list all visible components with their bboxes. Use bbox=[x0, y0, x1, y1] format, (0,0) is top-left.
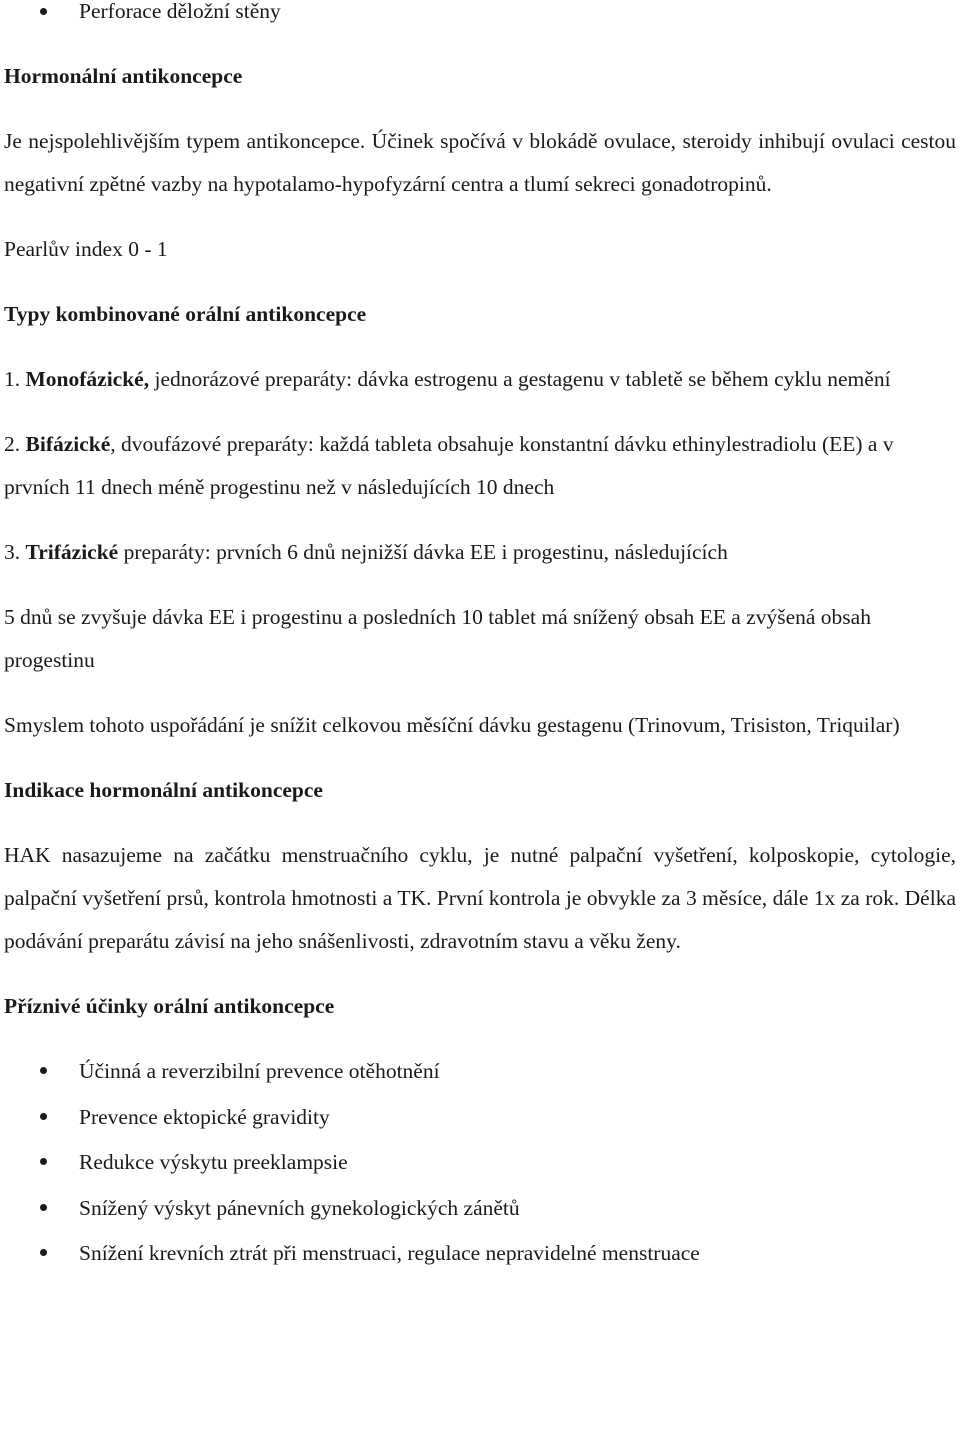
purpose-paragraph: Smyslem tohoto uspořádání je snížit celkovou měsíční dávku gestagenu (Trinovum, Trisiston, Triquilar) bbox=[4, 713, 900, 737]
list-item: Snížený výskyt pánevních gynekologických zánětů bbox=[4, 1186, 956, 1232]
list-item: Prevence ektopické gravidity bbox=[4, 1095, 956, 1141]
triphasic-continuation: 5 dnů se zvyšuje dávka EE i progestinu a posledních 10 tablet má snížený obsah EE a zvýšená obsah progestinu bbox=[4, 605, 871, 672]
list-item: Snížení krevních ztrát při menstruaci, regulace nepravidelné menstruace bbox=[4, 1231, 956, 1277]
bullet-icon bbox=[40, 1158, 47, 1165]
section-heading-hormonal: Hormonální antikoncepce bbox=[4, 64, 243, 88]
list-item: Redukce výskytu preeklampsie bbox=[4, 1140, 956, 1186]
list-item: Účinná a reverzibilní prevence otěhotnění bbox=[4, 1049, 956, 1095]
hormonal-intro-paragraph: Je nejspolehlivějším typem antikoncepce. Účinek spočívá v blokádě ovulace, steroidy inhibují ovulaci cestou negativní zpětné vazby na hypotalamo-hypofyzární centra a tlumí sekreci gonadotropinů. bbox=[4, 129, 956, 196]
bullet-icon bbox=[40, 1067, 47, 1074]
top-bullet-list bbox=[4, 0, 956, 33]
list-item: Perforace děložní stěny bbox=[4, 0, 956, 33]
document-page bbox=[4, 0, 956, 1277]
benefits-list bbox=[4, 1049, 956, 1277]
bullet-icon bbox=[40, 1113, 47, 1120]
bullet-icon bbox=[40, 1249, 47, 1256]
section-heading-types: Typy kombinované orální antikoncepce bbox=[4, 302, 367, 326]
bullet-icon bbox=[40, 8, 47, 15]
section-heading-indications: Indikace hormonální antikoncepce bbox=[4, 778, 323, 802]
type-item-triphasic: 3. Trifázické preparáty: prvních 6 dnů nejnižší dávka EE i progestinu, následujících bbox=[4, 540, 728, 564]
type-item-monophasic: 1. Monofázické, jednorázové preparáty: dávka estrogenu a gestagenu v tabletě se během cyklu nemění bbox=[4, 367, 891, 391]
type-item-biphasic: 2. Bifázické, dvoufázové preparáty: každá tableta obsahuje konstantní dávku ethinylestradiolu (EE) a v prvních 11 dnech méně progestinu než v následujících 10 dnech bbox=[4, 432, 894, 499]
pearl-index-text: Pearlův index 0 - 1 bbox=[4, 237, 168, 261]
bullet-icon bbox=[40, 1204, 47, 1211]
indications-paragraph: HAK nasazujeme na začátku menstruačního cyklu, je nutné palpační vyšetření, kolposkopie, cytologie, palpační vyšetření prsů, kontrola hmotnosti a TK. První kontrola je obvykle za 3 měsíce, dále 1x za rok. Délka podávání preparátu závisí na jeho snášenlivosti, zdravotním stavu a věku ženy. bbox=[4, 843, 956, 953]
section-heading-benefits: Příznivé účinky orální antikoncepce bbox=[4, 994, 335, 1018]
